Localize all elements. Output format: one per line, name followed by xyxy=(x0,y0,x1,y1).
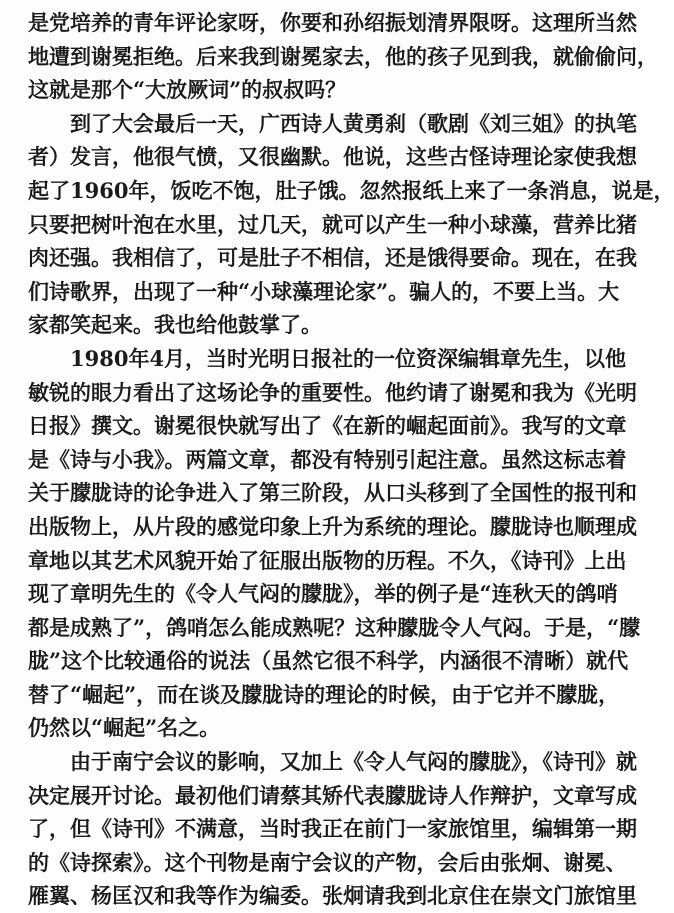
text-line: 是《诗与小我》。两篇文章，都没有特别引起注意。虽然这标志着 xyxy=(28,446,627,472)
text-line: 们诗歌界，出现了一种“小球藻理论家”。骗人的，不要上当。大 xyxy=(28,278,620,304)
text-line: 肉还强。我相信了，可是肚子不相信，还是饿得要命。现在，在我 xyxy=(28,245,637,271)
text-line: 的《诗探索》。这个刊物是南宁会议的产物，会后由张炯、谢冕、 xyxy=(28,849,627,875)
text-line: 了，但《诗刊》不满意，当时我正在前门一家旅馆里，编辑第一期 xyxy=(28,816,637,842)
text-line: 都是成熟了”，鸽哨怎么能成熟呢？这种朦胧令人气闷。于是，“朦 xyxy=(28,614,641,640)
text-line: 起了1960年，饭吃不饱，肚子饿。忽然报纸上来了一条消息，说是， xyxy=(28,177,674,203)
text-line: 由于南宁会议的影响，又加上《令人气闷的朦胧》，《诗刊》就 xyxy=(70,749,637,775)
text-line: 胧”这个比较通俗的说法（虽然它很不科学，内涵很不清晰）就代 xyxy=(28,648,629,674)
text-line: 现了章明先生的《令人气闷的朦胧》，举的例子是“连秋天的鸽哨 xyxy=(28,581,618,607)
text-line: 章地以其艺术风貌开始了征服出版物的历程。不久，《诗刊》上出 xyxy=(28,547,627,573)
text-line: 到了大会最后一天，广西诗人黄勇刹（歌剧《刘三姐》的执笔 xyxy=(70,110,637,136)
text-line: 这就是那个“大放厥词”的叔叔吗？ xyxy=(28,77,347,103)
text-line: 家都笑起来。我也给他鼓掌了。 xyxy=(28,312,322,338)
text-line: 敏锐的眼力看出了这场论争的重要性。他约请了谢冕和我为《光明 xyxy=(28,379,637,405)
text-line: 关于朦胧诗的论争进入了第三阶段，从口头移到了全国性的报刊和 xyxy=(28,480,637,506)
text-line: 仍然以“崛起”名之。 xyxy=(28,715,221,741)
text-line: 雁翼、杨匡汉和我等作为编委。张炯请我到北京住在崇文门旅馆里 xyxy=(28,883,637,909)
text-line: 决定展开讨论。最初他们请蔡其矫代表朦胧诗人作辩护，文章写成 xyxy=(28,782,637,808)
text-line: 日报》撰文。谢冕很快就写出了《在新的崛起面前》。我写的文章 xyxy=(28,413,627,439)
body-text xyxy=(28,6,674,913)
text-line: 地遭到谢冕拒绝。后来我到谢冕家去，他的孩子见到我，就偷偷问， xyxy=(28,43,658,69)
text-line: 出版物上，从片段的感觉印象上升为系统的理论。朦胧诗也顺理成 xyxy=(28,513,637,539)
text-line: 只要把树叶泡在水里，过几天，就可以产生一种小球藻，营养比猪 xyxy=(28,211,637,237)
text-line: 是党培养的青年评论家呀，你要和孙绍振划清界限呀。这理所当然 xyxy=(28,10,637,35)
text-line: 者）发言，他很气愤，又很幽默。他说，这些古怪诗理论家使我想 xyxy=(28,144,637,170)
text-line: 1980年4月，当时光明日报社的一位资深编辑章先生，以他 xyxy=(70,345,627,371)
text-line: 替了“崛起”，而在谈及朦胧诗的理论的时候，由于它并不朦胧， xyxy=(28,681,620,707)
